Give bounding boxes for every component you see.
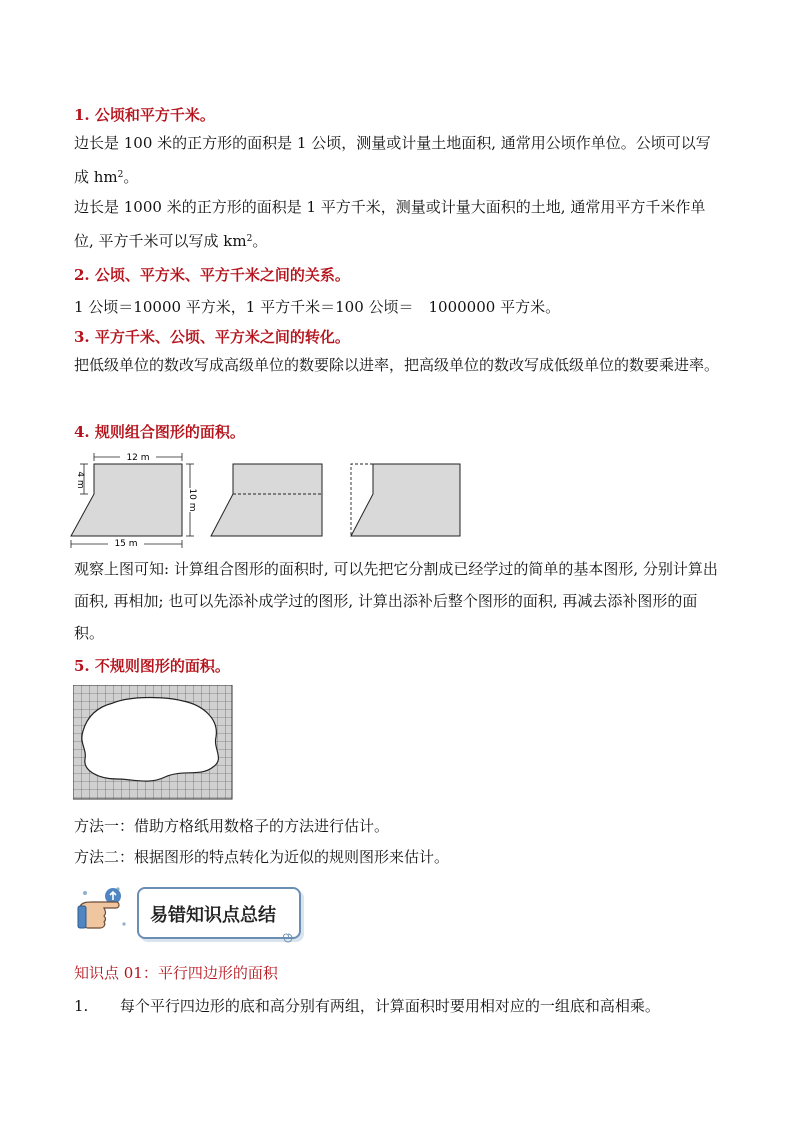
banner-title: 易错知识点总结 — [150, 905, 276, 926]
figure-split-method — [211, 464, 322, 536]
left-dimension-label: 4 m — [75, 471, 85, 489]
irregular-shape — [82, 698, 219, 782]
knowledge-point-title: 知识点 01：平行四边形的面积 — [74, 964, 278, 982]
section-4-heading: 4. 规则组合图形的面积。 — [74, 423, 245, 441]
knowledge-point-item — [74, 995, 660, 1016]
section-1-heading: 1. 公顷和平方千米。 — [74, 106, 215, 124]
composite-shape-1 — [71, 464, 182, 536]
top-dimension-label: 12 m — [126, 453, 150, 463]
right-dimension-label: 10 m — [187, 488, 197, 512]
method-1-text: 方法一：借助方格纸用数格子的方法进行估计。 — [74, 817, 390, 835]
section-1-paragraph-2: 边长是 1000 米的正方形的面积是 1 平方千米，测量或计量大面积的土地, 通常用平方千米作单位, 平方千米可以写成 $km^2$。 — [74, 198, 706, 250]
composite-shape-2 — [211, 464, 322, 536]
figure-with-dimensions — [71, 452, 197, 549]
bottom-dimension-label: 15 m — [114, 539, 138, 549]
item-number: 1. — [74, 997, 89, 1015]
section-4-paragraph: 观察上图可知: 计算组合图形的面积时, 可以先把它分割成已经学过的简单的基本图形, 分别计算出面积, 再相加; 也可以先添补成学过的图形, 计算出添补后整个图形的面积, 再减去添补图形的面积。 — [74, 560, 718, 642]
hand-pointer-icon — [76, 884, 134, 938]
unit-relation-line: 1 公顷＝10000 平方米，1 平方千米＝100 公顷＝ 1000000 平方米。 — [74, 298, 561, 316]
composite-figures — [60, 448, 480, 552]
item-text: 每个平行四边形的底和高分别有两组，计算面积时要用相对应的一组底和高相乘。 — [119, 997, 660, 1015]
section-5-heading: 5. 不规则图形的面积。 — [74, 657, 230, 675]
swirl-icon — [282, 932, 294, 944]
section-2-heading: 2. 公顷、平方米、平方千米之间的关系。 — [74, 266, 350, 284]
method-2-text: 方法二：根据图形的特点转化为近似的规则图形来估计。 — [74, 848, 450, 866]
section-1-paragraph-1: 边长是 100 米的正方形的面积是 1 公顷，测量或计量土地面积, 通常用公顷作单位。公顷可以写成 $hm^2$。 — [74, 134, 711, 186]
section-3-heading: 3. 平方千米、公顷、平方米之间的转化。 — [74, 328, 350, 346]
grid-paper-figure — [73, 685, 233, 800]
section-3-paragraph: 把低级单位的数改写成高级单位的数要除以进率，把高级单位的数改写成低级单位的数要乘进率。 — [74, 356, 720, 374]
composite-shape-3 — [351, 464, 460, 536]
figure-fill-method — [351, 464, 460, 536]
